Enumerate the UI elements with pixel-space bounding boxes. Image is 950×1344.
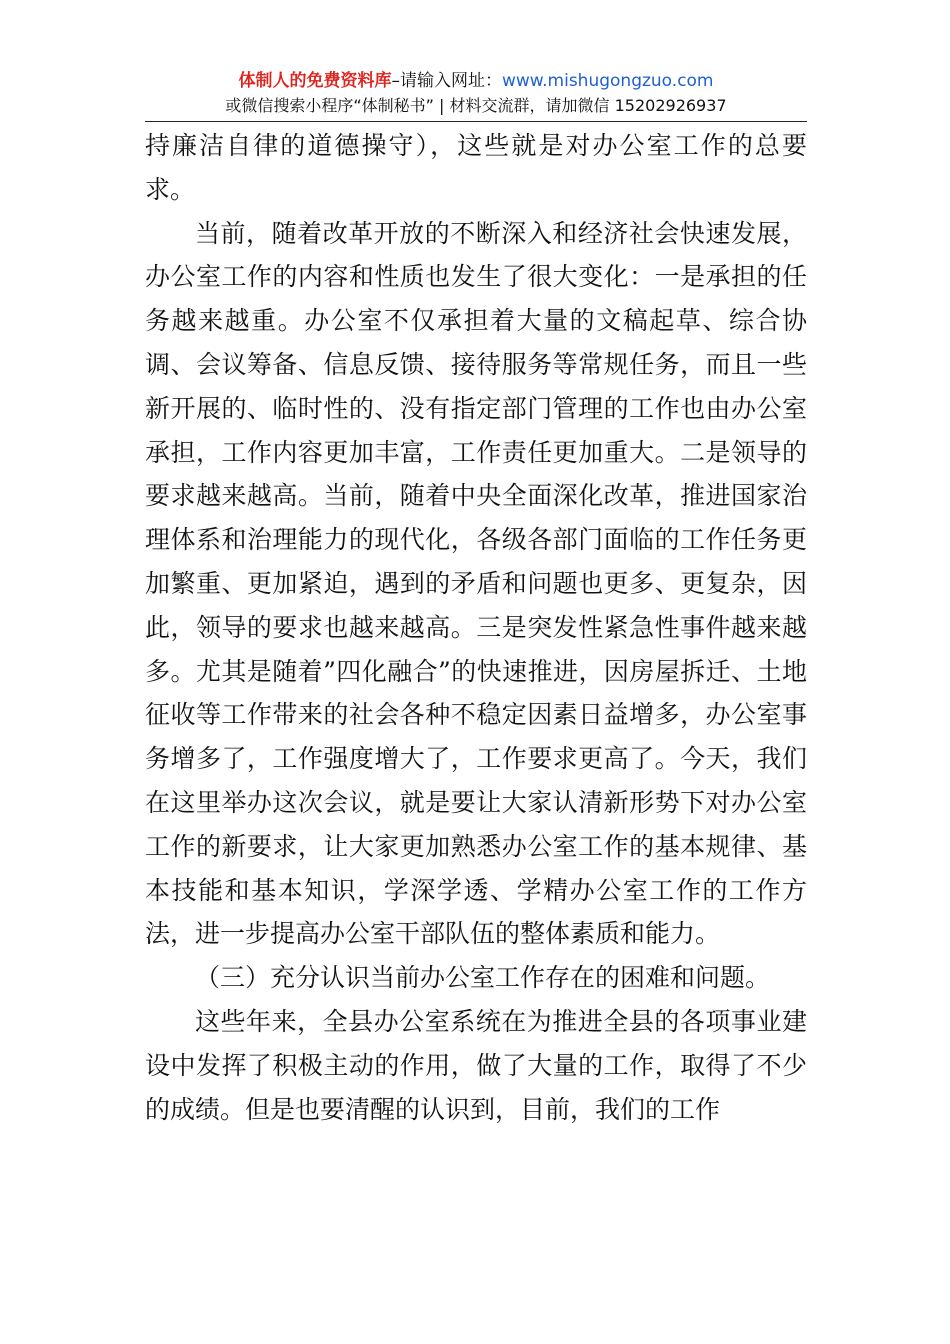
page-header [145, 68, 807, 118]
header-divider [145, 121, 807, 122]
header-line-2: 或微信搜索小程序“体制秘书” | 材料交流群，请加微信 15202926937 [225, 96, 727, 115]
paragraph: 持廉洁自律的道德操守），这些就是对办公室工作的总要求。 [145, 131, 807, 204]
header-brand: 体制人的免费资料库 [238, 71, 392, 91]
paragraph: 当前，随着改革开放的不断深入和经济社会快速发展，办公室工作的内容和性质也发生了很大变化：一是承担的任务越来越重。办公室不仅承担着大量的文稿起草、综合协调、会议筹备、信息反馈、接待服务等常规任务，而且一些新开展的、临时性的、没有指定部门管理的工作也由办公室承担，工作内容更加丰富，工作责任更加重大。二是领导的要求越来越高。当前，随着中央全面深化改革，推进国家治理体系和治理能力的现代化，各级各部门面临的工作任务更加繁重、更加紧迫，遇到的矛盾和问题也更多、更复杂，因此，领导的要求也越来越高。三是突发性紧急性事件越来越多。尤其是随着”四化融合”的快速推进，因房屋拆迁、土地征收等工作带来的社会各种不稳定因素日益增多，办公室事务增多了，工作强度增大了，工作要求更高了。今天，我们在这里举办这次会议，就是要让大家认清新形势下对办公室工作的新要求，让大家更加熟悉办公室工作的基本规律、基本技能和基本知识，学深学透、学精办公室工作的工作方法，进一步提高办公室干部队伍的整体素质和能力。 [145, 218, 807, 949]
header-url-link[interactable]: www.mishugongzuo.com [501, 71, 714, 91]
header-line-1 [145, 68, 807, 94]
document-body [145, 124, 807, 1131]
section-heading: （三）充分认识当前办公室工作存在的困难和问题。 [195, 963, 771, 993]
header-prompt: –请输入网址： [391, 71, 502, 91]
paragraph: 这些年来，全县办公室系统在为推进全县的各项事业建设中发挥了积极主动的作用，做了大量的工作，取得了不少的成绩。但是也要清醒的认识到，目前，我们的工作 [145, 1006, 807, 1124]
